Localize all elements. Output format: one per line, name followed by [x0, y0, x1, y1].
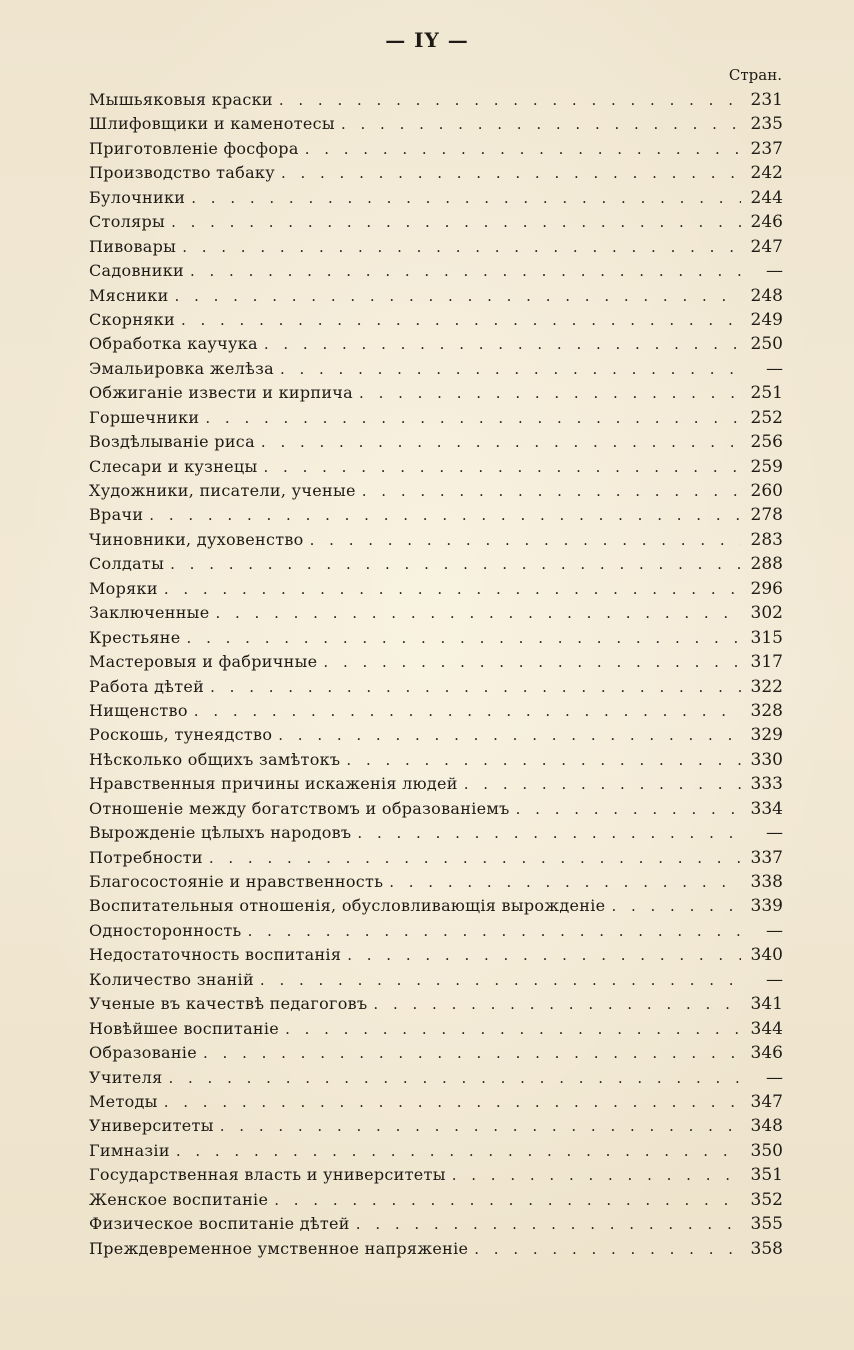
toc-entry — [89, 481, 783, 505]
toc-entry — [89, 774, 783, 798]
toc-entry-page: 352 — [750, 1189, 783, 1210]
toc-entry — [89, 212, 783, 236]
toc-entry-page: 235 — [750, 114, 783, 135]
toc-entry-title: Нѣсколько общихъ замѣтокъ — [89, 749, 341, 769]
toc-entry-page: 231 — [750, 90, 783, 110]
dot-leader — [205, 409, 741, 427]
toc-entry-title: Нищенство — [89, 700, 188, 720]
toc-entry — [89, 799, 783, 823]
toc-entry — [89, 90, 783, 114]
dot-leader — [362, 482, 741, 500]
toc-entry-title: Садовники — [89, 261, 184, 281]
toc-entry — [89, 114, 783, 138]
toc-entry — [89, 286, 783, 310]
dot-leader — [187, 629, 741, 647]
toc-entry — [89, 970, 783, 994]
toc-entry-page: 337 — [750, 847, 783, 868]
toc-entry — [89, 1141, 783, 1165]
toc-entry-title: Столяры — [89, 212, 166, 232]
toc-entry-page: 252 — [750, 407, 783, 428]
toc-entry-page: 278 — [750, 505, 783, 526]
toc-entry — [89, 163, 783, 187]
toc-entry-page: 330 — [750, 749, 783, 770]
toc-entry — [89, 554, 783, 578]
toc-entry — [89, 432, 783, 456]
toc-entry — [89, 383, 783, 407]
dot-leader — [182, 238, 741, 256]
toc-entry-title: Образованіе — [89, 1043, 197, 1063]
toc-entry-title: Университеты — [89, 1116, 214, 1136]
toc-entry-page: 347 — [750, 1091, 783, 1112]
dot-leader — [220, 1117, 741, 1135]
toc-entry-title: Булочники — [89, 187, 186, 207]
toc-entry-title: Учителя — [89, 1067, 163, 1087]
dot-leader — [281, 164, 741, 182]
toc-entry-title: Вырожденіе цѣлыхъ народовъ — [89, 823, 352, 843]
toc-entry — [89, 408, 783, 432]
toc-entry-title: Заключенные — [89, 603, 210, 623]
toc-entry — [89, 261, 783, 285]
toc-entry-title: Благосостояніе и нравственность — [89, 872, 384, 891]
toc-entry — [89, 628, 783, 652]
toc-entry-title: Работа дѣтей — [89, 676, 205, 696]
toc-entry — [89, 1214, 783, 1238]
dot-leader — [264, 335, 741, 353]
toc-entry-page: 344 — [750, 1018, 783, 1039]
toc-entry-title: Отношеніе между богатствомъ и образованіемъ — [89, 798, 510, 818]
toc-entry — [89, 237, 783, 261]
toc-entry — [89, 1239, 783, 1263]
toc-entry-title: Методы — [89, 1091, 158, 1111]
toc-entry-page: 334 — [750, 798, 783, 819]
toc-entry — [89, 310, 783, 334]
dot-leader — [285, 1020, 741, 1038]
dot-leader — [279, 91, 741, 109]
dot-leader — [373, 995, 741, 1013]
dot-leader — [356, 1215, 741, 1233]
toc-entry — [89, 579, 783, 603]
dot-leader — [261, 433, 741, 451]
toc-entry-title: Крестьяне — [89, 627, 181, 647]
toc-entry-page: 302 — [750, 603, 783, 624]
toc-entry — [89, 505, 783, 529]
toc-entry-title: Потребности — [89, 847, 203, 867]
dot-leader — [464, 775, 741, 793]
toc-entry-title: Женское воспитаніе — [89, 1189, 269, 1209]
toc-entry-title: Обработка каучука — [89, 334, 258, 354]
toc-entry-title: Количество знаній — [89, 969, 254, 989]
dot-leader — [611, 897, 741, 915]
toc-entry-page: 350 — [750, 1140, 783, 1161]
dot-leader — [516, 800, 741, 818]
toc-entry-title: Приготовленіе фосфора — [89, 138, 299, 158]
toc-entry-page: 317 — [750, 652, 783, 673]
toc-entry-page: 283 — [750, 529, 783, 550]
toc-entry-page: 355 — [750, 1214, 783, 1235]
toc-entry-title: Новѣйшее воспитаніе — [89, 1018, 280, 1038]
dot-leader — [248, 922, 741, 940]
toc-entry — [89, 872, 783, 896]
toc-entry-page: 358 — [750, 1238, 783, 1259]
toc-entry — [89, 750, 783, 774]
toc-entry-title: Чиновники, духовенство — [89, 529, 304, 549]
toc-entry-title: Недостаточность воспитанія — [89, 945, 342, 965]
toc-entry-title: Ученые въ качествѣ педагоговъ — [89, 994, 368, 1014]
dot-leader — [149, 506, 741, 524]
dot-leader — [280, 360, 741, 378]
toc-entry — [89, 921, 783, 945]
toc-entry-title: Производство табаку — [89, 163, 275, 183]
toc-entry-page: 351 — [750, 1165, 783, 1186]
toc-entry-page: 339 — [750, 896, 783, 917]
dot-leader — [176, 1142, 741, 1160]
toc-entry — [89, 1092, 783, 1116]
dot-leader — [305, 140, 741, 158]
dot-leader — [181, 311, 741, 329]
dot-leader — [389, 873, 741, 891]
toc-entry-page: 346 — [750, 1043, 783, 1064]
toc-entry-title: Мастеровыя и фабричные — [89, 652, 318, 672]
dot-leader — [215, 604, 741, 622]
toc-entry-title: Гимназіи — [89, 1140, 170, 1160]
page-column-header: Стран. — [728, 66, 782, 84]
toc-entry — [89, 139, 783, 163]
dot-leader — [191, 189, 741, 207]
toc-entry — [89, 677, 783, 701]
toc-entry-page: 348 — [750, 1116, 783, 1137]
toc-entry — [89, 1165, 783, 1189]
toc-entry-page: 340 — [750, 945, 783, 966]
toc-entry-title: Нравственныя причины искаженія людей — [89, 774, 458, 794]
dot-leader — [210, 678, 741, 696]
toc-entry-page: 341 — [750, 994, 783, 1015]
dot-leader — [194, 702, 741, 720]
dot-leader — [278, 726, 741, 744]
toc-entry-page: 250 — [750, 334, 783, 355]
toc-entry-page: 315 — [750, 627, 783, 648]
toc-entry-page: 237 — [750, 138, 783, 159]
dot-leader — [171, 213, 741, 231]
toc-entry-title: Воспитательныя отношенія, обусловливающія вырожденіе — [89, 896, 606, 916]
table-of-contents — [89, 90, 783, 1263]
toc-entry-page: 249 — [750, 309, 783, 330]
dot-leader — [474, 1240, 741, 1258]
toc-entry-page: 288 — [750, 554, 783, 575]
dot-leader — [346, 751, 741, 769]
dot-leader — [209, 849, 741, 867]
toc-entry-title: Воздѣлываніе риса — [89, 432, 255, 452]
toc-entry-title: Мышьяковыя краски — [89, 90, 273, 109]
toc-entry — [89, 994, 783, 1018]
dot-leader — [359, 384, 741, 402]
toc-entry-title: Солдаты — [89, 554, 165, 574]
dot-leader — [260, 971, 741, 989]
toc-entry-title: Преждевременное умственное напряженіе — [89, 1238, 469, 1258]
toc-entry-page: — — [766, 823, 783, 844]
toc-entry-page: — — [766, 920, 783, 941]
toc-entry-page: 246 — [750, 212, 783, 233]
toc-entry-title: Односторонность — [89, 920, 242, 940]
toc-entry-title: Эмальировка желѣза — [89, 358, 274, 378]
toc-entry — [89, 1068, 783, 1092]
toc-entry-page: 251 — [750, 383, 783, 404]
dot-leader — [347, 946, 741, 964]
toc-entry-title: Мясники — [89, 285, 169, 305]
toc-entry — [89, 334, 783, 358]
page-number: — IY — — [385, 28, 469, 52]
dot-leader — [274, 1191, 741, 1209]
toc-entry-title: Моряки — [89, 578, 158, 598]
toc-entry — [89, 1019, 783, 1043]
toc-entry — [89, 1190, 783, 1214]
toc-entry — [89, 603, 783, 627]
toc-entry-page: 260 — [750, 481, 783, 501]
dot-leader — [175, 287, 741, 305]
toc-entry — [89, 188, 783, 212]
toc-entry-page: — — [766, 969, 783, 990]
toc-entry-title: Скорняки — [89, 309, 175, 329]
toc-entry-page: 259 — [750, 456, 783, 477]
dot-leader — [168, 1069, 741, 1087]
toc-entry — [89, 530, 783, 554]
toc-entry — [89, 945, 783, 969]
toc-entry-title: Обжиганіе извести и кирпича — [89, 383, 354, 403]
toc-entry-page: 242 — [750, 163, 783, 184]
toc-entry-title: Физическое воспитаніе дѣтей — [89, 1214, 350, 1234]
toc-entry-page: 329 — [750, 725, 783, 746]
toc-entry-page: — — [766, 1067, 783, 1088]
toc-entry-page: 296 — [750, 578, 783, 599]
toc-entry — [89, 1116, 783, 1140]
toc-entry — [89, 701, 783, 725]
toc-entry-page: 244 — [750, 187, 783, 208]
toc-entry-page: 338 — [750, 872, 783, 892]
dot-leader — [170, 555, 741, 573]
dot-leader — [357, 824, 741, 842]
toc-entry-page: 328 — [750, 700, 783, 721]
toc-entry-title: Роскошь, тунеядство — [89, 725, 273, 745]
toc-entry-title: Горшечники — [89, 407, 200, 427]
toc-entry-title: Пивовары — [89, 236, 177, 256]
toc-entry-title: Врачи — [89, 505, 144, 525]
dot-leader — [310, 531, 741, 549]
toc-entry-page: — — [766, 358, 783, 379]
dot-leader — [164, 1093, 741, 1111]
dot-leader — [164, 580, 741, 598]
toc-entry-title: Государственная власть и университеты — [89, 1165, 446, 1185]
toc-entry — [89, 896, 783, 920]
toc-entry — [89, 1043, 783, 1067]
toc-entry — [89, 725, 783, 749]
toc-entry-page: — — [766, 261, 783, 282]
toc-entry-title: Художники, писатели, ученые — [89, 481, 356, 500]
toc-entry-title: Слесари и кузнецы — [89, 456, 258, 476]
dot-leader — [341, 115, 741, 133]
toc-entry-page: 256 — [750, 432, 783, 453]
dot-leader — [190, 262, 741, 280]
dot-leader — [452, 1166, 741, 1184]
toc-entry — [89, 457, 783, 481]
dot-leader — [203, 1044, 741, 1062]
toc-entry-page: 248 — [750, 285, 783, 306]
dot-leader — [323, 653, 741, 671]
dot-leader — [264, 458, 741, 476]
toc-entry — [89, 652, 783, 676]
toc-entry — [89, 359, 783, 383]
toc-entry — [89, 823, 783, 847]
toc-entry — [89, 848, 783, 872]
toc-entry-page: 333 — [750, 774, 783, 795]
toc-entry-page: 247 — [750, 236, 783, 257]
toc-entry-page: 322 — [750, 676, 783, 697]
toc-entry-title: Шлифовщики и каменотесы — [89, 114, 335, 134]
